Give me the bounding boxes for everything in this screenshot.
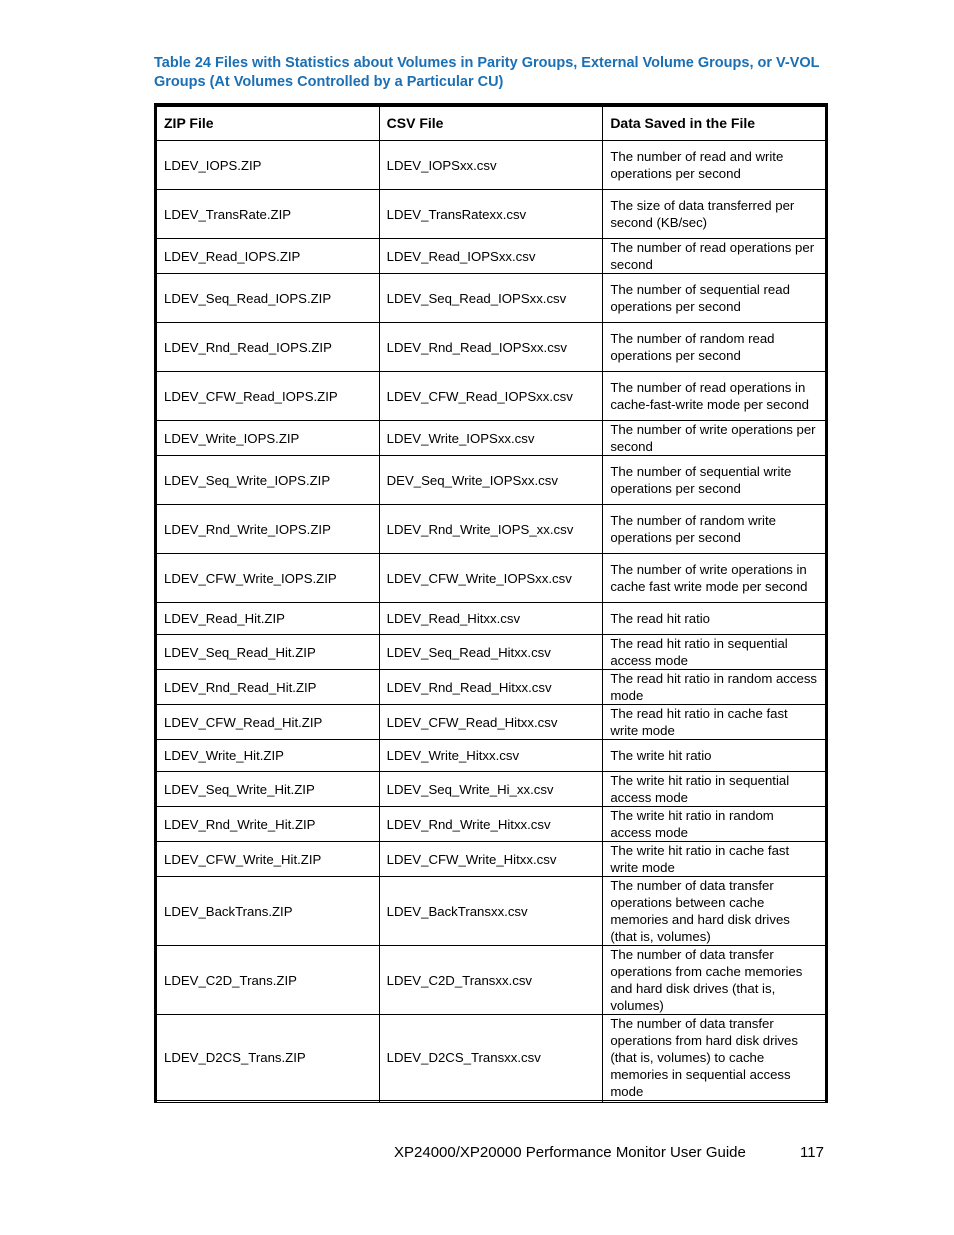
- description-cell: The number of write operations in cache fast write mode per second: [603, 554, 827, 603]
- zip-file-cell: LDEV_Read_IOPS.ZIP: [156, 239, 380, 274]
- table-row: [156, 807, 827, 842]
- csv-file-cell: LDEV_Write_IOPSxx.csv: [379, 421, 603, 456]
- csv-file-cell: LDEV_Seq_Read_IOPSxx.csv: [379, 274, 603, 323]
- table-row: [156, 274, 827, 323]
- description-cell: The read hit ratio in cache fast write mode: [603, 705, 827, 740]
- csv-file-cell: LDEV_Seq_Read_Hitxx.csv: [379, 635, 603, 670]
- zip-file-cell: LDEV_CFW_Read_IOPS.ZIP: [156, 372, 380, 421]
- csv-file-cell: LDEV_Write_Hitxx.csv: [379, 740, 603, 772]
- table-row: [156, 946, 827, 1015]
- table-row: [156, 670, 827, 705]
- csv-file-cell: LDEV_Rnd_Read_IOPSxx.csv: [379, 323, 603, 372]
- zip-file-cell: LDEV_BackTrans.ZIP: [156, 877, 380, 946]
- description-cell: The number of write operations per second: [603, 421, 827, 456]
- zip-file-cell: LDEV_TransRate.ZIP: [156, 190, 380, 239]
- empty-cell: [156, 1101, 380, 1103]
- table-row: [156, 456, 827, 505]
- csv-file-cell: LDEV_Rnd_Write_IOPS_xx.csv: [379, 505, 603, 554]
- table-caption: Table 24 Files with Statistics about Volumes in Parity Groups, External Volume Groups, or V-VOL Groups (At Volumes Controlled by a Particular CU): [154, 55, 820, 90]
- zip-file-cell: LDEV_Read_Hit.ZIP: [156, 603, 380, 635]
- zip-file-cell: LDEV_CFW_Read_Hit.ZIP: [156, 705, 380, 740]
- header-csv-file: CSV File: [379, 105, 603, 141]
- zip-file-cell: LDEV_Write_Hit.ZIP: [156, 740, 380, 772]
- csv-file-cell: LDEV_Seq_Write_Hi_xx.csv: [379, 772, 603, 807]
- table-row: [156, 772, 827, 807]
- description-cell: The number of data transfer operations between cache memories and hard disk drives (that is, volumes): [603, 877, 827, 946]
- description-cell: The read hit ratio in sequential access mode: [603, 635, 827, 670]
- table-row: [156, 239, 827, 274]
- description-cell: The number of random write operations per second: [603, 505, 827, 554]
- csv-file-cell: LDEV_Rnd_Read_Hitxx.csv: [379, 670, 603, 705]
- table-row: [156, 842, 827, 877]
- table-row: [156, 603, 827, 635]
- description-cell: The size of data transferred per second (KB/sec): [603, 190, 827, 239]
- empty-cell: [603, 1101, 827, 1103]
- table-row: [156, 323, 827, 372]
- zip-file-cell: LDEV_Rnd_Write_IOPS.ZIP: [156, 505, 380, 554]
- page-footer: [394, 1144, 824, 1161]
- csv-file-cell: DEV_Seq_Write_IOPSxx.csv: [379, 456, 603, 505]
- zip-file-cell: LDEV_Write_IOPS.ZIP: [156, 421, 380, 456]
- zip-file-cell: LDEV_CFW_Write_IOPS.ZIP: [156, 554, 380, 603]
- table-row: [156, 190, 827, 239]
- table-row: [156, 421, 827, 456]
- description-cell: The write hit ratio in random access mode: [603, 807, 827, 842]
- zip-file-cell: LDEV_Rnd_Write_Hit.ZIP: [156, 807, 380, 842]
- footer-title: XP24000/XP20000 Performance Monitor User Guide: [394, 1144, 746, 1161]
- zip-file-cell: LDEV_IOPS.ZIP: [156, 141, 380, 190]
- description-cell: The number of random read operations per second: [603, 323, 827, 372]
- table-row: [156, 141, 827, 190]
- empty-cell: [379, 1101, 603, 1103]
- table-continuation-row: [156, 1101, 827, 1103]
- csv-file-cell: LDEV_TransRatexx.csv: [379, 190, 603, 239]
- zip-file-cell: LDEV_Seq_Write_Hit.ZIP: [156, 772, 380, 807]
- table-row: [156, 372, 827, 421]
- description-cell: The number of read operations in cache-fast-write mode per second: [603, 372, 827, 421]
- csv-file-cell: LDEV_CFW_Write_IOPSxx.csv: [379, 554, 603, 603]
- table-row: [156, 505, 827, 554]
- zip-file-cell: LDEV_Seq_Read_Hit.ZIP: [156, 635, 380, 670]
- csv-file-cell: LDEV_C2D_Transxx.csv: [379, 946, 603, 1015]
- zip-file-cell: LDEV_Rnd_Read_IOPS.ZIP: [156, 323, 380, 372]
- description-cell: The number of data transfer operations from hard disk drives (that is, volumes) to cache memories in sequential access mode: [603, 1015, 827, 1101]
- header-zip-file: ZIP File: [156, 105, 380, 141]
- zip-file-cell: LDEV_Seq_Read_IOPS.ZIP: [156, 274, 380, 323]
- description-cell: The write hit ratio in cache fast write mode: [603, 842, 827, 877]
- table-header-row: [156, 105, 827, 141]
- table-row: [156, 554, 827, 603]
- csv-file-cell: LDEV_CFW_Read_Hitxx.csv: [379, 705, 603, 740]
- csv-file-cell: LDEV_Read_IOPSxx.csv: [379, 239, 603, 274]
- table-row: [156, 635, 827, 670]
- zip-file-cell: LDEV_Seq_Write_IOPS.ZIP: [156, 456, 380, 505]
- description-cell: The read hit ratio in random access mode: [603, 670, 827, 705]
- table-row: [156, 1015, 827, 1101]
- csv-file-cell: LDEV_Read_Hitxx.csv: [379, 603, 603, 635]
- table-row: [156, 705, 827, 740]
- csv-file-cell: LDEV_D2CS_Transxx.csv: [379, 1015, 603, 1101]
- zip-file-cell: LDEV_C2D_Trans.ZIP: [156, 946, 380, 1015]
- description-cell: The read hit ratio: [603, 603, 827, 635]
- header-data-saved: Data Saved in the File: [603, 105, 827, 141]
- csv-file-cell: LDEV_BackTransxx.csv: [379, 877, 603, 946]
- files-table: [154, 103, 828, 1103]
- description-cell: The write hit ratio: [603, 740, 827, 772]
- csv-file-cell: LDEV_CFW_Read_IOPSxx.csv: [379, 372, 603, 421]
- description-cell: The number of sequential write operations per second: [603, 456, 827, 505]
- zip-file-cell: LDEV_CFW_Write_Hit.ZIP: [156, 842, 380, 877]
- table-row: [156, 877, 827, 946]
- description-cell: The write hit ratio in sequential access mode: [603, 772, 827, 807]
- zip-file-cell: LDEV_Rnd_Read_Hit.ZIP: [156, 670, 380, 705]
- zip-file-cell: LDEV_D2CS_Trans.ZIP: [156, 1015, 380, 1101]
- description-cell: The number of read and write operations per second: [603, 141, 827, 190]
- csv-file-cell: LDEV_CFW_Write_Hitxx.csv: [379, 842, 603, 877]
- csv-file-cell: LDEV_Rnd_Write_Hitxx.csv: [379, 807, 603, 842]
- description-cell: The number of data transfer operations from cache memories and hard disk drives (that is, volumes): [603, 946, 827, 1015]
- files-table-container: [154, 103, 828, 1103]
- description-cell: The number of sequential read operations per second: [603, 274, 827, 323]
- page-number: 117: [800, 1144, 824, 1161]
- description-cell: The number of read operations per second: [603, 239, 827, 274]
- table-row: [156, 740, 827, 772]
- csv-file-cell: LDEV_IOPSxx.csv: [379, 141, 603, 190]
